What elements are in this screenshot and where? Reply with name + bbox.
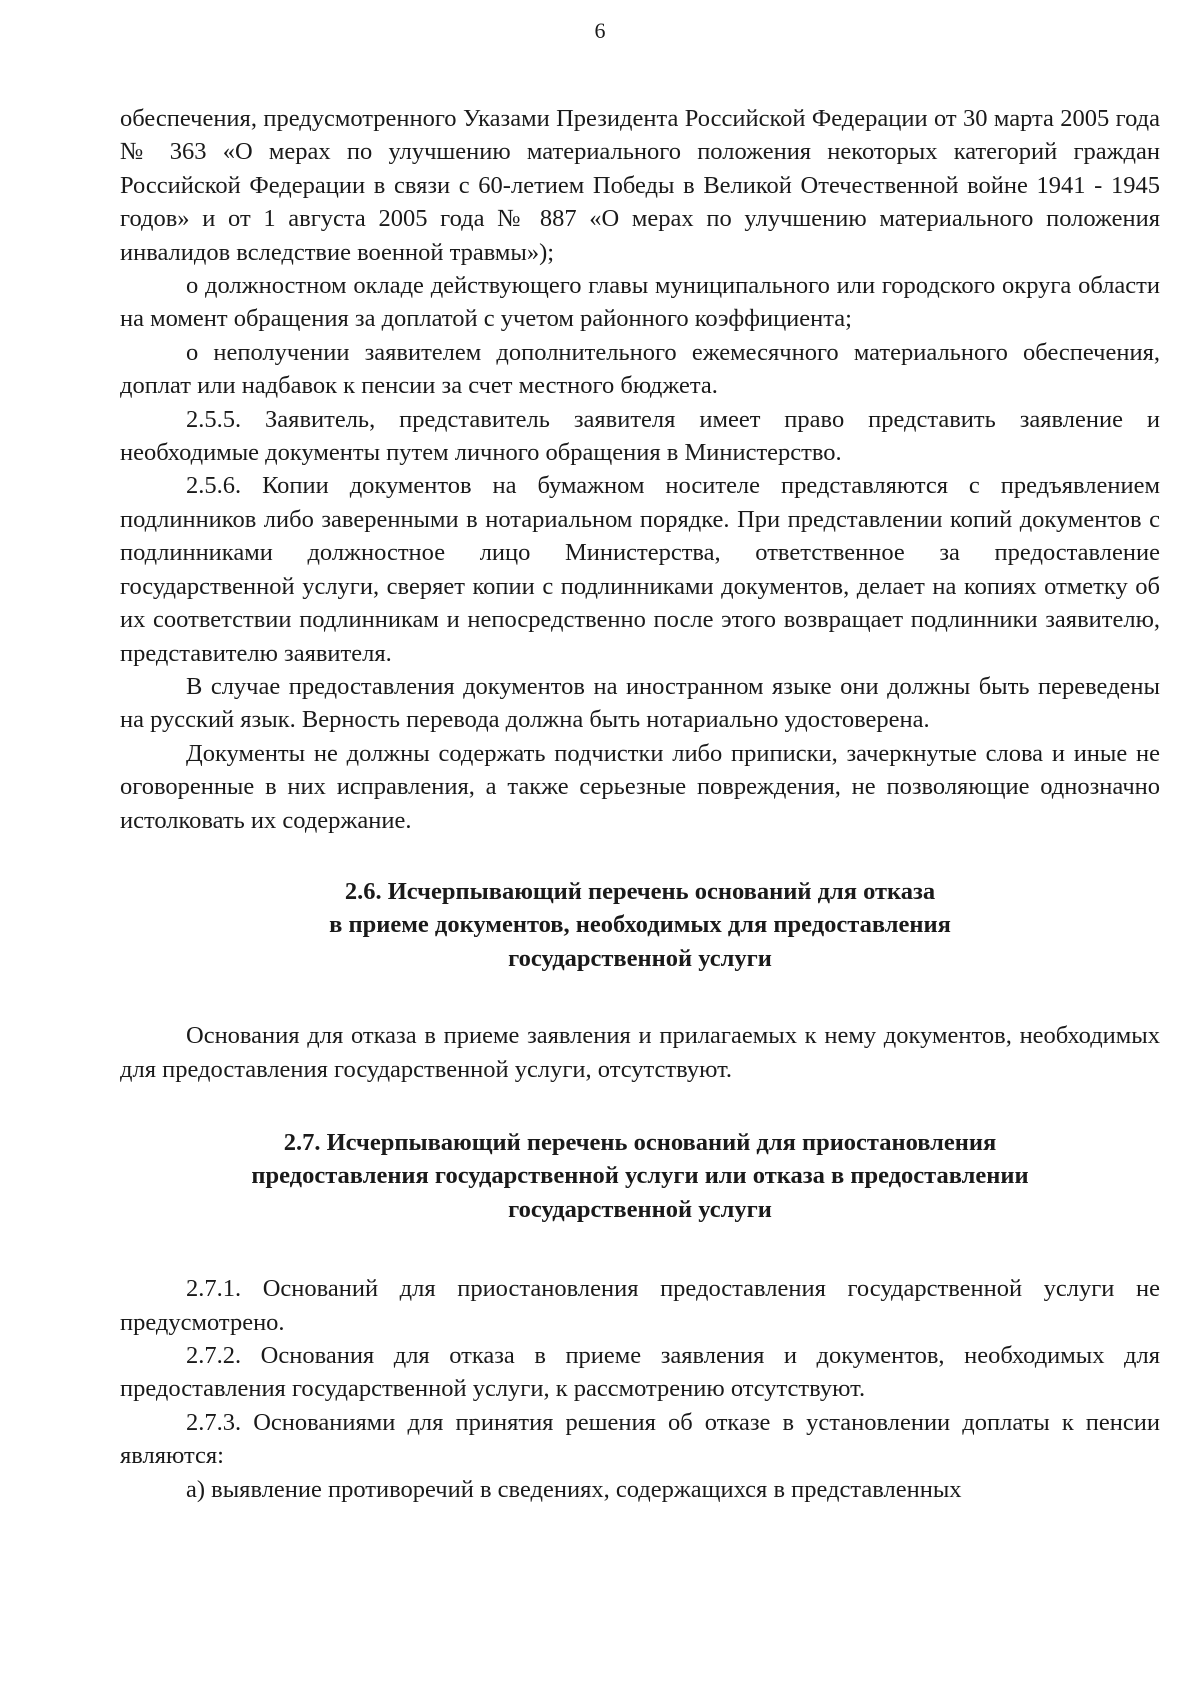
section-2-7-heading-line-2: предоставления государственной услуги или отказа в предоставлении (251, 1162, 1029, 1190)
section-2-7-heading (120, 1126, 1160, 1226)
document-body (120, 102, 1160, 1506)
section-2-7-heading-line-3: государственной услуги (508, 1195, 772, 1223)
body-paragraph-1: обеспечения, предусмотренного Указами Президента Российской Федерации от 30 марта 2005 года № 363 «О мерах по улучшению материального положения некоторых категорий граждан Российской Федерации в связи с 60-летием Победы в Великой Отечественной войне 1941 - 1945 годов» и от 1 августа 2005 года № 887 «О мерах по улучшению материального положения инвалидов вследствие военной травмы»); (120, 105, 1160, 266)
body-paragraph-7: Документы не должны содержать подчистки либо приписки, зачеркнутые слова и иные не оговоренные в них исправления, а также серьезные повреждения, не позволяющие однозначно истолковать их содержание. (120, 739, 1160, 834)
body-paragraph-4: 2.5.5. Заявитель, представитель заявителя имеет право представить заявление и необходимые документы путем личного обращения в Министерство. (120, 405, 1160, 467)
body-paragraph-3: о неполучении заявителем дополнительного ежемесячного материального обеспечения, доплат или надбавок к пенсии за счет местного бюджета. (120, 338, 1160, 400)
section-2-6-heading (120, 875, 1160, 975)
section-2-7-paragraph-2: 2.7.2. Основания для отказа в приеме заявления и документов, необходимых для предоставления государственной услуги, к рассмотрению отсутствуют. (120, 1342, 1160, 1403)
section-2-6-paragraph-1: Основания для отказа в приеме заявления и прилагаемых к нему документов, необходимых для предоставления государственной услуги, отсутствуют. (120, 1022, 1160, 1083)
section-2-6-heading-line-1: 2.6. Исчерпывающий перечень оснований для отказа (344, 877, 936, 905)
body-paragraph-6: В случае предоставления документов на иностранном языке они должны быть переведены на русский язык. Верность перевода должна быть нотариально удостоверена. (120, 672, 1160, 734)
section-2-7-heading-line-1: 2.7. Исчерпывающий перечень оснований для приостановления (283, 1128, 997, 1156)
section-2-6-heading-line-2: в приеме документов, необходимых для предоставления (329, 911, 951, 939)
section-2-6-heading-line-3: государственной услуги (508, 944, 772, 972)
page-number: 6 (594, 18, 606, 43)
section-2-7-paragraph-3: 2.7.3. Основаниями для принятия решения об отказе в установлении доплаты к пенсии являются: (120, 1408, 1160, 1470)
section-2-7-paragraph-4: а) выявление противоречий в сведениях, содержащихся в представленных (186, 1475, 962, 1503)
body-paragraph-5: 2.5.6. Копии документов на бумажном носителе представляются с предъявлением подлинников либо заверенными в нотариальном порядке. При представлении копий документов с подлинниками должностное лицо Министерства, ответственное за предоставление государственной услуги, сверяет копии с подлинниками документов, делает на копиях отметку об их соответствии подлинникам и непосредственно после этого возвращает подлинники заявителю, представителю заявителя. (120, 472, 1160, 667)
section-2-7-paragraph-1: 2.7.1. Оснований для приостановления предоставления государственной услуги не предусмотрено. (120, 1275, 1160, 1336)
body-paragraph-2: о должностном окладе действующего главы муниципального или городского округа области на момент обращения за доплатой с учетом районного коэффициента; (120, 272, 1160, 333)
